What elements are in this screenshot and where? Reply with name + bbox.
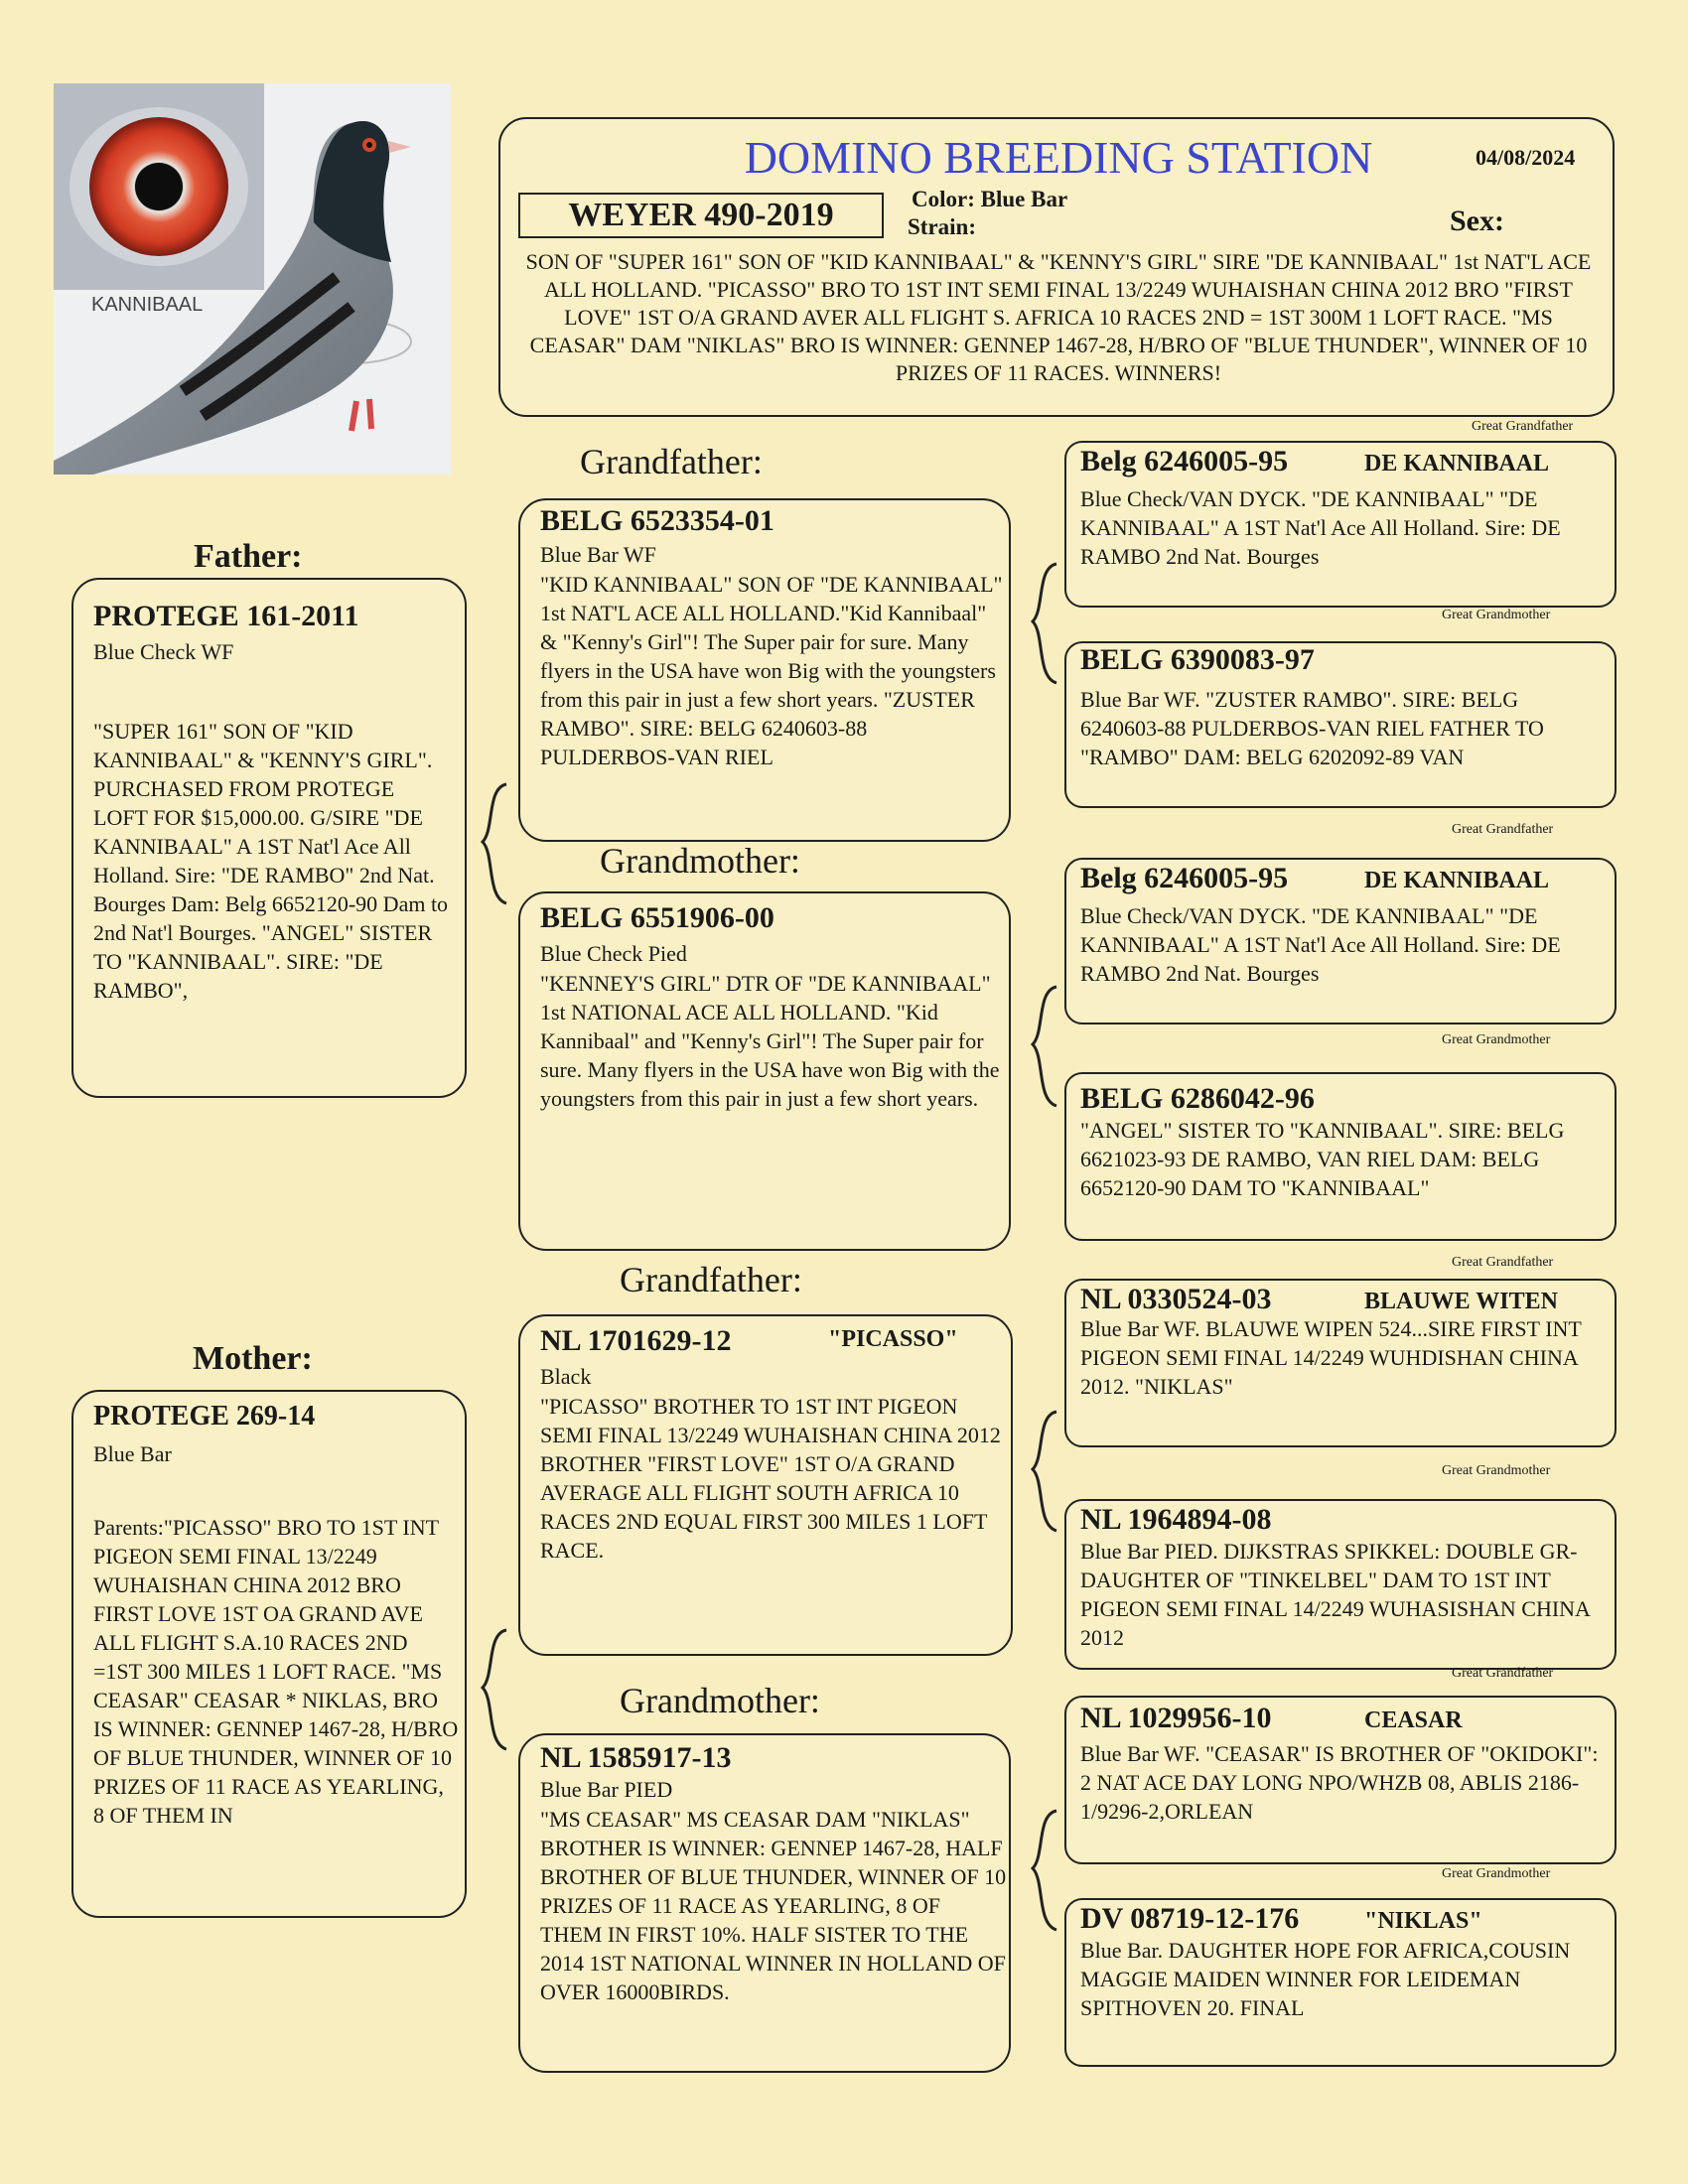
father-color: Blue Check WF bbox=[93, 639, 234, 664]
gp0-notes: "KID KANNIBAAL" SON OF "DE KANNIBAAL" 1st NAT'L ACE ALL HOLLAND."Kid Kannibaal" & "Kenny's Girl"! The Super pair for sure. Many flyers in the USA have won Big with the youngsters from this pair in just a few short years. "ZUSTER RAMBO". SIRE: BELG 6240603-88 PULDERBOS-VAN RIEL bbox=[540, 572, 1003, 769]
station-title: DOMINO BREEDING STATION bbox=[744, 132, 1373, 183]
ggp6-label: Great Grandfather bbox=[1452, 1666, 1554, 1681]
pigeon-image bbox=[54, 83, 451, 475]
mother-notes: Parents:"PICASSO" BRO TO 1ST INT PIGEON SEMI FINAL 13/2249 WUHAISHAN CHINA 2012 BRO FIRST LOVE 1ST OA GRAND AVE ALL FLIGHT S.A.10 RACES 2ND =1ST 300 MILES 1 LOFT RACE. "MS CEASAR" CEASAR * NIKLAS, BRO IS WINNER: GENNEP 1467-28, H/BRO OF BLUE THUNDER, WINNER OF 10 PRIZES OF 11 RACE AS YEARLING, 8 OF THEM IN bbox=[93, 1515, 459, 1828]
gp2-heading: Grandfather: bbox=[620, 1260, 802, 1299]
ggp0-label: Great Grandfather bbox=[1472, 419, 1574, 434]
ggp7-text: Blue Bar. DAUGHTER HOPE FOR AFRICA,COUSIN MAGGIE MAIDEN WINNER FOR LEIDEMAN SPITHOVEN 20. FINAL bbox=[1080, 1938, 1571, 2020]
ggp5-text: Blue Bar PIED. DIJKSTRAS SPIKKEL: DOUBLE GR-DAUGHTER OF "TINKELBEL" DAM TO 1ST INT PIGEON SEMI FINAL 14/2249 WUHASISHAN CHINA 2012 bbox=[1080, 1539, 1590, 1650]
ggp1-box bbox=[1064, 641, 1617, 808]
gp2-box bbox=[518, 1314, 1013, 1656]
report-date: 04/08/2024 bbox=[1476, 145, 1576, 170]
gp2-color: Black bbox=[540, 1364, 592, 1389]
gp1-id: BELG 6551906-00 bbox=[540, 901, 774, 934]
pigeon-photo bbox=[54, 83, 451, 475]
color-label: Color: Blue Bar bbox=[912, 187, 1068, 211]
ggp6-name: CEASAR bbox=[1364, 1707, 1463, 1733]
gp3-box bbox=[518, 1733, 1011, 2073]
gp2-id: NL 1701629-12 bbox=[540, 1324, 732, 1357]
mother-color: Blue Bar bbox=[93, 1441, 172, 1466]
strain-label: Strain: bbox=[908, 214, 976, 239]
ggp0-name: DE KANNIBAAL bbox=[1364, 451, 1550, 477]
ggp2-label: Great Grandfather bbox=[1452, 822, 1554, 837]
ggp1-label: Great Grandmother bbox=[1442, 608, 1551, 622]
ggp7-id: DV 08719-12-176 bbox=[1080, 1902, 1300, 1935]
ggp6-box bbox=[1064, 1696, 1617, 1864]
ggp7-label: Great Grandmother bbox=[1442, 1866, 1551, 1881]
ggp4-label: Great Grandfather bbox=[1452, 1255, 1554, 1270]
header-description: SON OF "SUPER 161" SON OF "KID KANNIBAAL" & "KENNY'S GIRL" SIRE "DE KANNIBAAL" 1st NAT'L ACE ALL HOLLAND. "PICASSO" BRO TO 1ST INT SEMI FINAL 13/2249 WUHAISHAN CHINA 2012 BRO "FIRST LOVE" 1ST O/A GRAND AVER ALL FLIGHT S. AFRICA 10 RACES 2ND = 1ST 300M 1 LOFT RACE. "MS CEASAR" DAM "NIKLAS" BRO IS WINNER: GENNEP 1467-28, H/BRO OF "BLUE THUNDER", WINNER OF 10 PRIZES OF 11 RACES. WINNERS! bbox=[525, 249, 1592, 385]
gp2-brace bbox=[1023, 1408, 1062, 1537]
ggp4-name: BLAUWE WITEN bbox=[1364, 1289, 1558, 1314]
ggp3-box bbox=[1064, 1072, 1617, 1241]
ggp0-id: Belg 6246005-95 bbox=[1080, 445, 1289, 478]
mother-heading: Mother: bbox=[193, 1340, 313, 1377]
gp0-id: BELG 6523354-01 bbox=[540, 504, 774, 537]
father-heading: Father: bbox=[194, 538, 303, 575]
bird-id: WEYER 490-2019 bbox=[518, 193, 884, 238]
father-notes: "SUPER 161" SON OF "KID KANNIBAAL" & "KENNY'S GIRL". PURCHASED FROM PROTEGE LOFT FOR $15,000.00. G/SIRE "DE KANNIBAAL" A 1ST Nat'l Ace All Holland. Sire: "DE RAMBO" 2nd Nat. Bourges Dam: Belg 6652120-90 Dam to 2nd Nat'l Bourges. "ANGEL" SISTER TO "KANNIBAAL". SIRE: "DE RAMBO", bbox=[93, 719, 449, 1003]
ggp2-box bbox=[1064, 858, 1617, 1024]
ggp3-id: BELG 6286042-96 bbox=[1080, 1082, 1315, 1115]
ggp3-text: "ANGEL" SISTER TO "KANNIBAAL". SIRE: BELG 6621023-93 DE RAMBO, VAN RIEL DAM: BELG 6652120-90 DAM TO "KANNIBAAL" bbox=[1080, 1118, 1565, 1200]
father-box bbox=[71, 578, 467, 1098]
gp3-brace bbox=[1023, 1807, 1062, 1936]
ggp1-text: Blue Bar WF. "ZUSTER RAMBO". SIRE: BELG 6240603-88 PULDERBOS-VAN RIEL FATHER TO "RAMBO" DAM: BELG 6202092-89 VAN bbox=[1080, 687, 1544, 769]
gp1-brace bbox=[1023, 983, 1062, 1112]
gp0-color: Blue Bar WF bbox=[540, 542, 656, 567]
gp3-heading: Grandmother: bbox=[620, 1681, 820, 1720]
gp0-heading: Grandfather: bbox=[580, 442, 763, 481]
gp3-id: NL 1585917-13 bbox=[540, 1741, 732, 1774]
eye-label: KANNIBAAL bbox=[91, 294, 204, 316]
ggp5-label: Great Grandmother bbox=[1442, 1463, 1551, 1478]
header-box bbox=[498, 117, 1615, 417]
ggp2-name: DE KANNIBAAL bbox=[1364, 868, 1550, 893]
mother-brace bbox=[473, 1626, 512, 1755]
gp1-color: Blue Check Pied bbox=[540, 941, 687, 966]
sex-label: Sex: bbox=[1450, 205, 1504, 237]
ggp4-text: Blue Bar WF. BLAUWE WIPEN 524...SIRE FIRST INT PIGEON SEMI FINAL 14/2249 WUHDISHAN CHINA 2012. "NIKLAS" bbox=[1080, 1316, 1582, 1399]
mother-box bbox=[71, 1390, 467, 1918]
ggp6-id: NL 1029956-10 bbox=[1080, 1702, 1272, 1734]
ggp4-id: NL 0330524-03 bbox=[1080, 1283, 1272, 1315]
gp1-box bbox=[518, 891, 1011, 1251]
gp2-notes: "PICASSO" BROTHER TO 1ST INT PIGEON SEMI FINAL 13/2249 WUHAISHAN CHINA 2012 BROTHER "FIRST LOVE" 1ST O/A GRAND AVERAGE ALL FLIGHT SOUTH AFRICA 10 RACES 2ND EQUAL FIRST 300 MILES 1 LOFT RACE. bbox=[540, 1394, 1001, 1563]
gp0-brace bbox=[1023, 560, 1062, 689]
father-id: PROTEGE 161-2011 bbox=[93, 600, 359, 632]
gp3-notes: "MS CEASAR" MS CEASAR DAM "NIKLAS" BROTHER IS WINNER: GENNEP 1467-28, HALF BROTHER OF BLUE THUNDER, WINNER OF 10 PRIZES OF 11 RACE AS YEARLING, 8 OF THEM IN FIRST 10%. HALF SISTER TO THE 2014 1ST NATIONAL WINNER IN HOLLAND OF OVER 16000BIRDS. bbox=[540, 1807, 1007, 2004]
ggp7-box bbox=[1064, 1898, 1617, 2067]
ggp4-box bbox=[1064, 1279, 1617, 1447]
ggp6-text: Blue Bar WF. "CEASAR" IS BROTHER OF "OKIDOKI": 2 NAT ACE DAY LONG NPO/WHZB 08, ABLIS 2186-1/9296-2,ORLEAN bbox=[1080, 1741, 1599, 1824]
ggp3-label: Great Grandmother bbox=[1442, 1032, 1551, 1047]
gp1-heading: Grandmother: bbox=[600, 841, 800, 881]
gp3-color: Blue Bar PIED bbox=[540, 1777, 673, 1802]
ggp7-name: "NIKLAS" bbox=[1364, 1908, 1482, 1934]
mother-id: PROTEGE 269-14 bbox=[93, 1401, 316, 1432]
gp2-name: "PICASSO" bbox=[828, 1326, 958, 1352]
ggp2-text: Blue Check/VAN DYCK. "DE KANNIBAAL" "DE KANNIBAAL" A 1ST Nat'l Ace All Holland. Sire: DE RAMBO 2nd Nat. Bourges bbox=[1080, 903, 1561, 986]
ggp0-text: Blue Check/VAN DYCK. "DE KANNIBAAL" "DE KANNIBAAL" A 1ST Nat'l Ace All Holland. Sire: DE RAMBO 2nd Nat. Bourges bbox=[1080, 486, 1561, 569]
gp0-box bbox=[518, 498, 1011, 842]
ggp5-box bbox=[1064, 1499, 1617, 1670]
ggp2-id: Belg 6246005-95 bbox=[1080, 862, 1289, 894]
ggp1-id: BELG 6390083-97 bbox=[1080, 643, 1315, 676]
ggp5-id: NL 1964894-08 bbox=[1080, 1503, 1272, 1536]
gp1-notes: "KENNEY'S GIRL" DTR OF "DE KANNIBAAL" 1st NATIONAL ACE ALL HOLLAND. "Kid Kannibaal" and "Kenny's Girl"! The Super pair for sure. Many flyers in the USA have won Big with the youngsters from this pair in just a few short years. bbox=[540, 971, 1000, 1111]
father-brace bbox=[473, 780, 512, 909]
ggp0-box bbox=[1064, 441, 1617, 608]
